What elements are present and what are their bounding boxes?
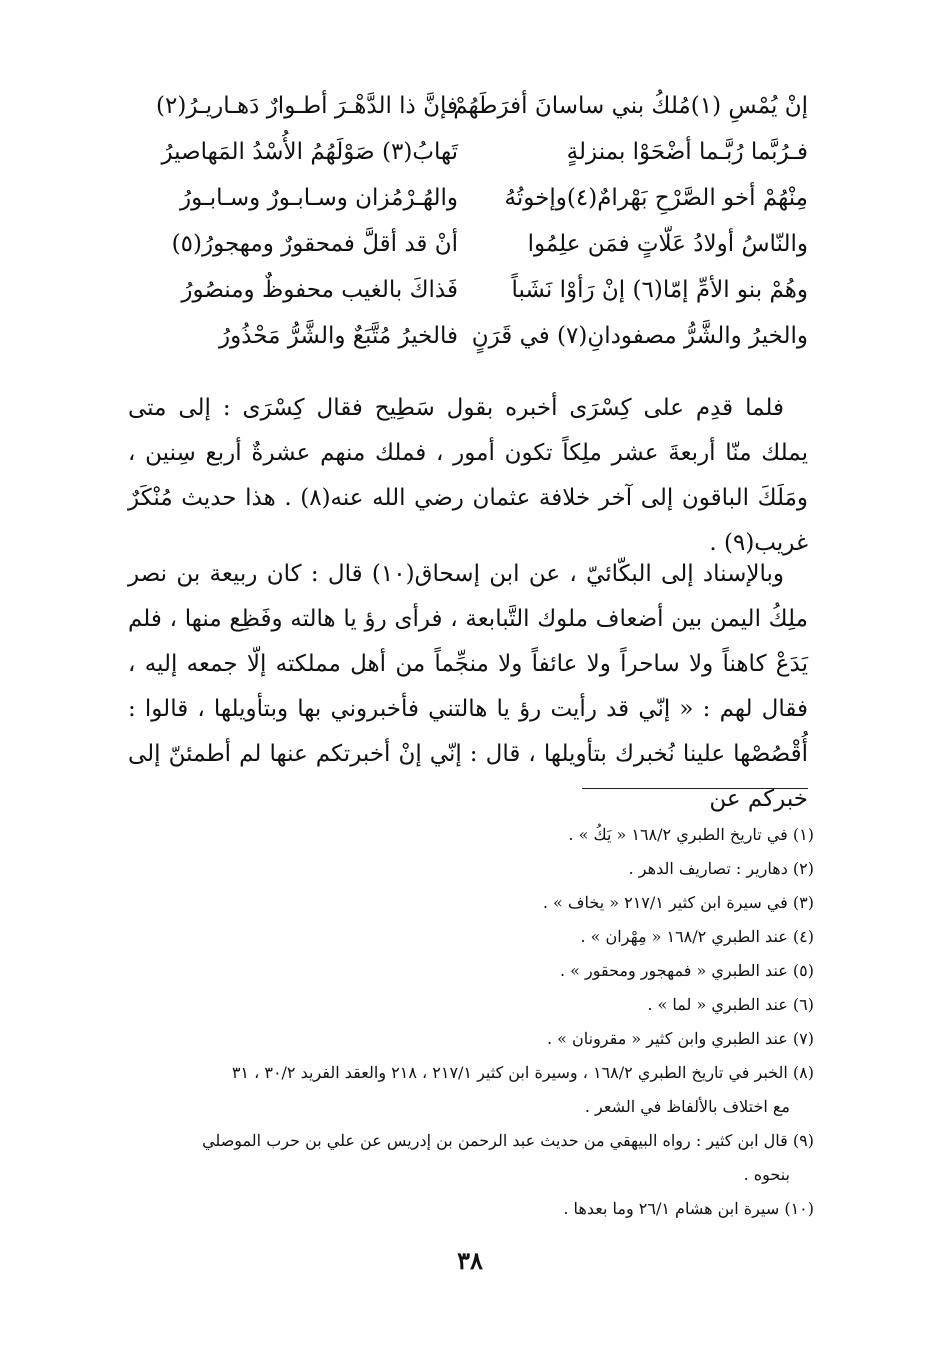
footnote <box>128 1022 814 1056</box>
footnote <box>128 920 814 954</box>
footnote <box>128 988 814 1022</box>
verse-first-hemistich: وهُمْ بنو الأمِّ إمّا(٦) إنْ رَأوْا نَشَباً <box>511 277 808 303</box>
page-number: ٣٨ <box>457 1246 483 1275</box>
body-paragraph: وبالإسناد إلى البكّائيّ ، عن ابن إسحاق(١٠) قال : كان ربيعة بن نصر ملِكُ اليمن بين أضعاف ملوك التَّبابعة ، فرأى رؤ يا هالته وفَظِع منها ، فلم يَدَعْ كاهناً ولا ساحراً ولا عائفاً ولا منجِّماً من أهل مملكته إلّا جمعه إليه ، فقال لهم : « إنّي قد رأيت رؤ يا هالتني فأخبروني بها وبتأويلها ، قالوا : أُقْصُصْها علينا نُخبرك بتأويلها ، قال : إنّي إنْ أخبرتكم عنها لم أطمئنّ إلى خبركم عن <box>128 561 808 812</box>
prose-paragraph-block <box>128 552 808 822</box>
verse-first-hemistich: فـرُبَّما رُبَّـما أضْحَوْا بمنزلةٍ <box>566 139 808 165</box>
footnote-text: (٧) عند الطبري وابن كثير « مقرونان » . <box>546 1029 814 1048</box>
verse-second-hemistich: فَذاكَ بالغيب محفوظٌ ومنصُورُ <box>181 277 458 303</box>
footnote-separator <box>582 788 808 789</box>
verse <box>128 134 808 180</box>
footnote-text: (٣) في سيرة ابن كثير ٢١٧/١ « يخاف » . <box>542 893 814 912</box>
verse-second-hemistich: والهُـرْمُزان وسـابـورٌ وسـابـورُ <box>180 185 458 211</box>
verse-second-hemistich: تَهابُ(٣) صَوْلَهُمُ الأُسْدُ المَهاصيرُ <box>161 139 458 165</box>
footnote-continuation: مع اختلاف بالألفاظ في الشعر . <box>584 1097 790 1116</box>
verse-first-hemistich: إنْ يُمْسِ (١)مُلكُ بني ساسانَ أفرَطَهُمْ <box>453 93 808 119</box>
verse-second-hemistich: فإنَّ ذا الدَّهْـرَ أطـوارٌ دَهـاريـرُ(٢) <box>156 93 458 119</box>
verse-second-hemistich: فالخيرُ مُتَّبَعٌ والشَّرُّ مَحْذُورُ <box>218 323 458 349</box>
verse <box>128 318 808 364</box>
verse <box>128 226 808 272</box>
footnote-text: (١٠) سيرة ابن هشام ٢٦/١ وما بعدها . <box>563 1199 814 1218</box>
prose-paragraph-block <box>128 386 808 566</box>
verse-second-hemistich: أنْ قد أقلَّ فمحقورٌ ومهجورُ(٥) <box>171 231 458 257</box>
footnote <box>128 954 814 988</box>
footnote <box>128 1056 814 1124</box>
footnote <box>128 1124 814 1192</box>
footnote-text: (٨) الخبر في تاريخ الطبري ١٦٨/٢ ، وسيرة ابن كثير ٢١٧/١ ، ٢١٨ والعقد الفريد ٣٠/٢ ، ٣١ <box>231 1063 814 1082</box>
verse <box>128 88 808 134</box>
body-paragraph: فلما قدِم على كِسْرَى أخبره بقول سَطِيح فقال كِسْرَى : إلى متى يملك منّا أربعةَ عشر ملِكاً تكون أمور ، فملك منهم عشرةٌ أربع سِنين ، ومَلَكَ الباقون إلى آخر خلافة عثمان رضي الله عنه(٨) . هذا حديث مُنْكَرٌ غريب(٩) . <box>128 395 808 556</box>
verse-first-hemistich: مِنْهُمْ أخو الصَّرْحِ بَهْرامٌ(٤)وإخوتُهُ <box>504 185 808 211</box>
footnote-continuation: بنحوه . <box>743 1165 790 1184</box>
verse-first-hemistich: والنّاسُ أولادُ عَلّاتٍ فمَن علِمُوا <box>527 231 808 257</box>
poem-block <box>128 88 808 364</box>
footnote-text: (٩) قال ابن كثير : رواه البيهقي من حديث عبد الرحمن بن إدريس عن علي بن حرب الموصلي <box>202 1131 814 1150</box>
footnote <box>128 886 814 920</box>
verse <box>128 272 808 318</box>
verse <box>128 180 808 226</box>
footnote <box>128 852 814 886</box>
footnote-text: (٦) عند الطبري « لما » . <box>647 995 814 1014</box>
footnote-text: (٢) دهارير : تصاريف الدهر . <box>628 859 814 878</box>
footnotes <box>128 818 814 1226</box>
footnote-text: (٥) عند الطبري « فمهجور ومحقور » . <box>559 961 814 980</box>
footnote <box>128 1192 814 1226</box>
footnote-text: (١) في تاريخ الطبري ١٦٨/٢ « يَكُ » . <box>568 825 814 844</box>
footnote-text: (٤) عند الطبري ١٦٨/٢ « مِهْران » . <box>580 927 814 946</box>
footnote <box>128 818 814 852</box>
verse-first-hemistich: والخيرُ والشَّرُّ مصفودانِ(٧) في قَرَنٍ <box>471 323 808 349</box>
